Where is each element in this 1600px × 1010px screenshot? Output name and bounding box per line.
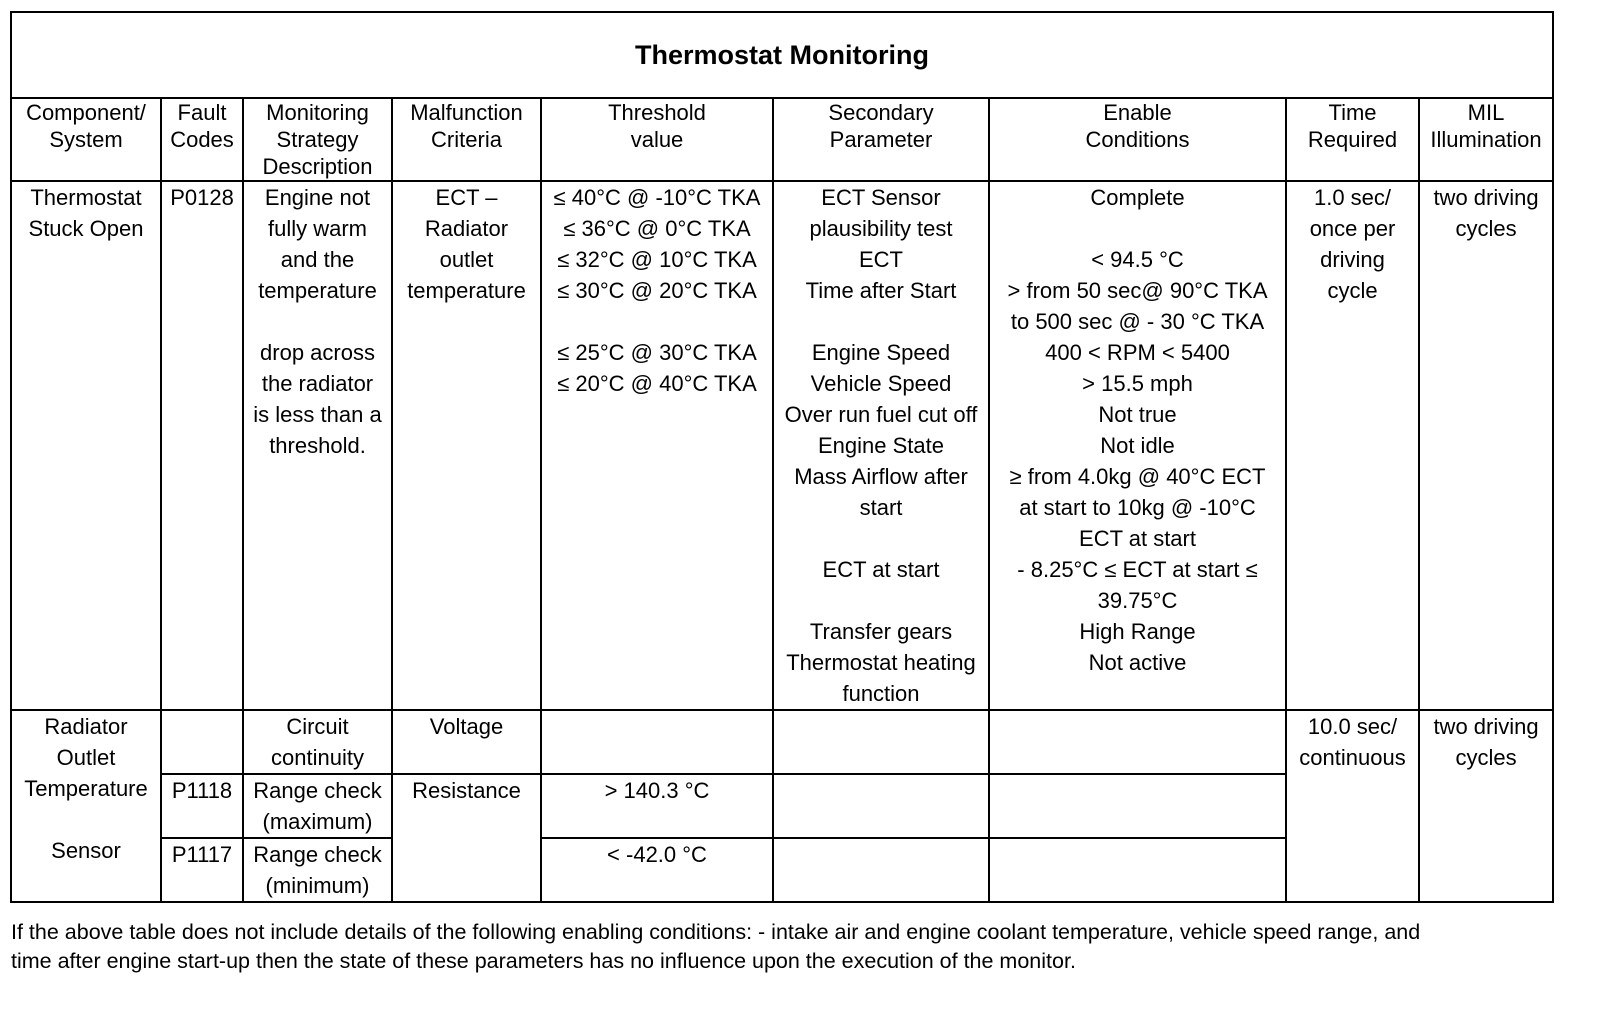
- cell-enable-conditions: [989, 838, 1286, 902]
- cell-secondary-parameter: [773, 774, 989, 838]
- cell-malfunction: Voltage: [392, 710, 541, 774]
- cell-secondary-parameter: ECT Sensor plausibility test ECT Time after Start Engine Speed Vehicle Speed Over run fuel cut off Engine State Mass Airflow after start ECT at start Transfer gears Thermostat heating function: [773, 181, 989, 710]
- cell-strategy: Circuit continuity: [243, 710, 392, 774]
- cell-mil-illumination: two driving cycles: [1419, 181, 1553, 710]
- cell-time-required: 1.0 sec/ once per driving cycle: [1286, 181, 1419, 710]
- header-component: Component/ System: [11, 98, 161, 181]
- table-title: Thermostat Monitoring: [11, 12, 1553, 98]
- cell-malfunction: Resistance: [392, 774, 541, 838]
- cell-strategy: Range check (maximum): [243, 774, 392, 838]
- cell-mil-illumination: two driving cycles: [1419, 710, 1553, 902]
- cell-enable-conditions: Complete < 94.5 °C > from 50 sec@ 90°C TKA to 500 sec @ - 30 °C TKA 400 < RPM < 5400 > 15.5 mph Not true Not idle ≥ from 4.0kg @ 40°C ECT at start to 10kg @ -10°C ECT at start - 8.25°C ≤ ECT at start ≤ 39.75°C High Range Not active: [989, 181, 1286, 710]
- thermostat-monitoring-table: [10, 11, 1554, 903]
- cell-fault-code: [161, 710, 243, 774]
- header-row: [11, 98, 1553, 181]
- cell-secondary-parameter: [773, 838, 989, 902]
- footnote: [11, 918, 1571, 976]
- cell-component: Thermostat Stuck Open: [11, 181, 161, 710]
- cell-threshold: > 140.3 °C: [541, 774, 773, 838]
- header-fault-codes: Fault Codes: [161, 98, 243, 181]
- footnote-line: time after engine start-up then the state of these parameters has no influence upon the execution of the monitor.: [11, 949, 1076, 973]
- cell-threshold: [541, 710, 773, 774]
- header-threshold-value: Threshold value: [541, 98, 773, 181]
- cell-malfunction: [392, 838, 541, 902]
- footnote-line: If the above table does not include details of the following enabling conditions: - intake air and engine coolant temperature, vehicle speed range, and: [11, 920, 1421, 944]
- cell-fault-code: P1117: [161, 838, 243, 902]
- cell-fault-code: P1118: [161, 774, 243, 838]
- header-malfunction-criteria: Malfunction Criteria: [392, 98, 541, 181]
- cell-threshold: < -42.0 °C: [541, 838, 773, 902]
- table-row-thermostat: [11, 181, 1553, 710]
- header-enable-conditions: Enable Conditions: [989, 98, 1286, 181]
- header-monitoring-strategy: Monitoring Strategy Description: [243, 98, 392, 181]
- cell-threshold: ≤ 40°C @ -10°C TKA ≤ 36°C @ 0°C TKA ≤ 32°C @ 10°C TKA ≤ 30°C @ 20°C TKA ≤ 25°C @ 30°C TKA ≤ 20°C @ 40°C TKA: [541, 181, 773, 710]
- cell-strategy: Engine not fully warm and the temperature drop across the radiator is less than a threshold.: [243, 181, 392, 710]
- cell-fault-code: P0128: [161, 181, 243, 710]
- cell-secondary-parameter: [773, 710, 989, 774]
- header-secondary-parameter: Secondary Parameter: [773, 98, 989, 181]
- cell-enable-conditions: [989, 774, 1286, 838]
- header-time-required: Time Required: [1286, 98, 1419, 181]
- header-mil-illumination: MIL Illumination: [1419, 98, 1553, 181]
- table-row-circuit-continuity: [11, 710, 1553, 774]
- cell-strategy: Range check (minimum): [243, 838, 392, 902]
- cell-time-required: 10.0 sec/ continuous: [1286, 710, 1419, 902]
- cell-malfunction: ECT – Radiator outlet temperature: [392, 181, 541, 710]
- cell-component: Radiator Outlet Temperature Sensor: [11, 710, 161, 902]
- cell-enable-conditions: [989, 710, 1286, 774]
